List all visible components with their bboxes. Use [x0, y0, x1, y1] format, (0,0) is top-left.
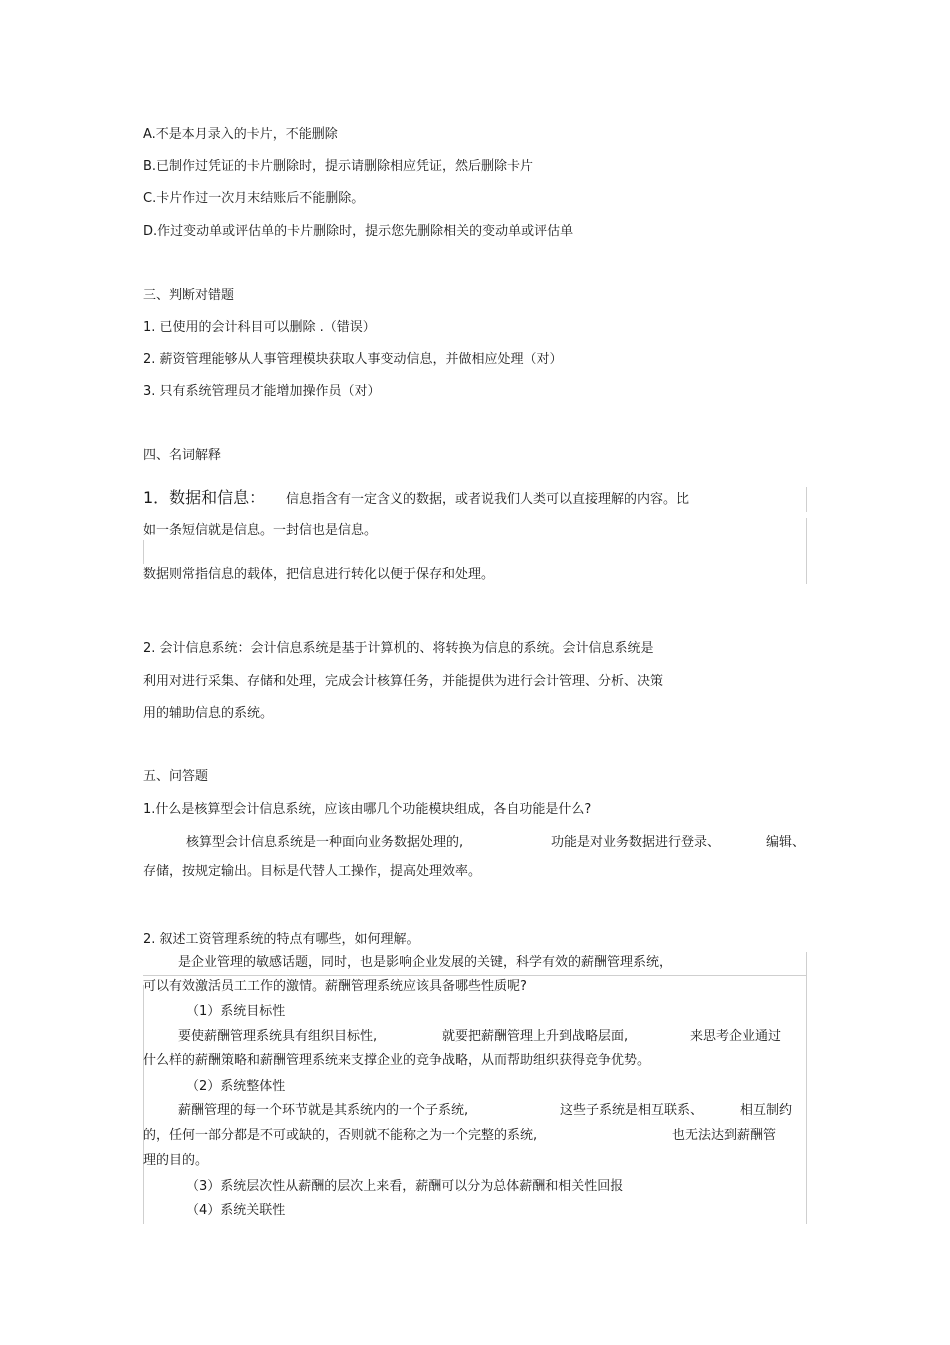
- property2-line1c: 相互制约: [740, 1103, 793, 1118]
- term2-line1: 2. 会计信息系统：会计信息系统是基于计算机的、将转换为信息的系统。会计信息系统是: [143, 641, 654, 656]
- frame-line-top: [143, 975, 806, 976]
- judge-item-3: 3. 只有系统管理员才能增加操作员（对）: [143, 384, 381, 399]
- answer1-part3: 编辑、: [766, 835, 806, 850]
- property2-title: （2）系统整体性: [186, 1079, 286, 1094]
- property1-title: （1）系统目标性: [186, 1004, 286, 1019]
- term1-line2: 如一条短信就是信息。一封信也是信息。: [143, 523, 378, 538]
- option-d: D.作过变动单或评估单的卡片删除时，提示您先删除相关的变动单或评估单: [143, 224, 574, 239]
- property2-line2a: 的，任何一部分都是不可或缺的，否则就不能称之为一个完整的系统,: [143, 1128, 538, 1143]
- property2-line3: 理的目的。: [143, 1153, 209, 1168]
- answer2-line1: 是企业管理的敏感话题，同时，也是影响企业发展的关键，科学有效的薪酬管理系统，: [178, 955, 673, 970]
- property1-line1c: 来思考企业通过: [690, 1029, 782, 1044]
- option-c: C.卡片作过一次月末结账后不能删除。: [143, 191, 365, 206]
- property1-line2: 什么样的薪酬策略和薪酬管理系统来支撑企业的竞争战略，从而帮助组织获得竞争优势。: [143, 1053, 651, 1068]
- property2-line2b: 也无法达到薪酬管: [672, 1128, 777, 1143]
- property4-title: （4）系统关联性: [186, 1203, 286, 1218]
- section4-heading: 四、名词解释: [143, 448, 222, 463]
- term1-line3: 数据则常指信息的载体，把信息进行转化以便于保存和处理。: [143, 567, 495, 582]
- answer1-part2: 功能是对业务数据进行登录、: [551, 835, 721, 850]
- frame-line-left-1: [143, 540, 144, 564]
- frame-line-right-3: [806, 952, 807, 1224]
- option-a: A.不是本月录入的卡片，不能删除: [143, 127, 338, 142]
- frame-line-right-2: [806, 518, 807, 584]
- answer2-line2: 可以有效激活员工工作的激情。薪酬管理系统应该具备哪些性质呢?: [143, 979, 527, 994]
- term1-line1: 信息指含有一定含义的数据，或者说我们人类可以直接理解的内容。比: [286, 492, 690, 507]
- property1-line1b: 就要把薪酬管理上升到战略层面,: [442, 1029, 629, 1044]
- property2-line1b: 这些子系统是相互联系、: [560, 1103, 704, 1118]
- judge-item-1: 1. 已使用的会计科目可以删除 .（错误）: [143, 320, 376, 335]
- frame-line-left-2: [143, 985, 144, 1224]
- frame-line-right-1: [806, 487, 807, 512]
- judge-item-2: 2. 薪资管理能够从人事管理模块获取人事变动信息，并做相应处理（对）: [143, 352, 563, 367]
- property1-line1a: 要使薪酬管理系统具有组织目标性,: [178, 1029, 378, 1044]
- property2-line1a: 薪酬管理的每一个环节就是其系统内的一个子系统,: [178, 1103, 469, 1118]
- property3-line: （3）系统层次性从薪酬的层次上来看，薪酬可以分为总体薪酬和相关性回报: [186, 1179, 624, 1194]
- section5-heading: 五、问答题: [143, 769, 209, 784]
- question-2: 2. 叙述工资管理系统的特点有哪些，如何理解。: [143, 932, 420, 947]
- option-b: B.已制作过凭证的卡片删除时，提示请删除相应凭证，然后删除卡片: [143, 159, 534, 174]
- term2-line2: 利用对进行采集、存储和处理，完成会计核算任务，并能提供为进行会计管理、分析、决策: [143, 674, 664, 689]
- term2-line3: 用的辅助信息的系统。: [143, 706, 274, 721]
- answer1-part1: 核算型会计信息系统是一种面向业务数据处理的,: [186, 835, 464, 850]
- section3-heading: 三、判断对错题: [143, 288, 235, 303]
- answer1-line2: 存储，按规定输出。目标是代替人工操作，提高处理效率。: [143, 864, 482, 879]
- term1-title: 1．数据和信息：: [143, 488, 266, 507]
- question-1: 1.什么是核算型会计信息系统，应该由哪几个功能模块组成，各自功能是什么?: [143, 802, 592, 817]
